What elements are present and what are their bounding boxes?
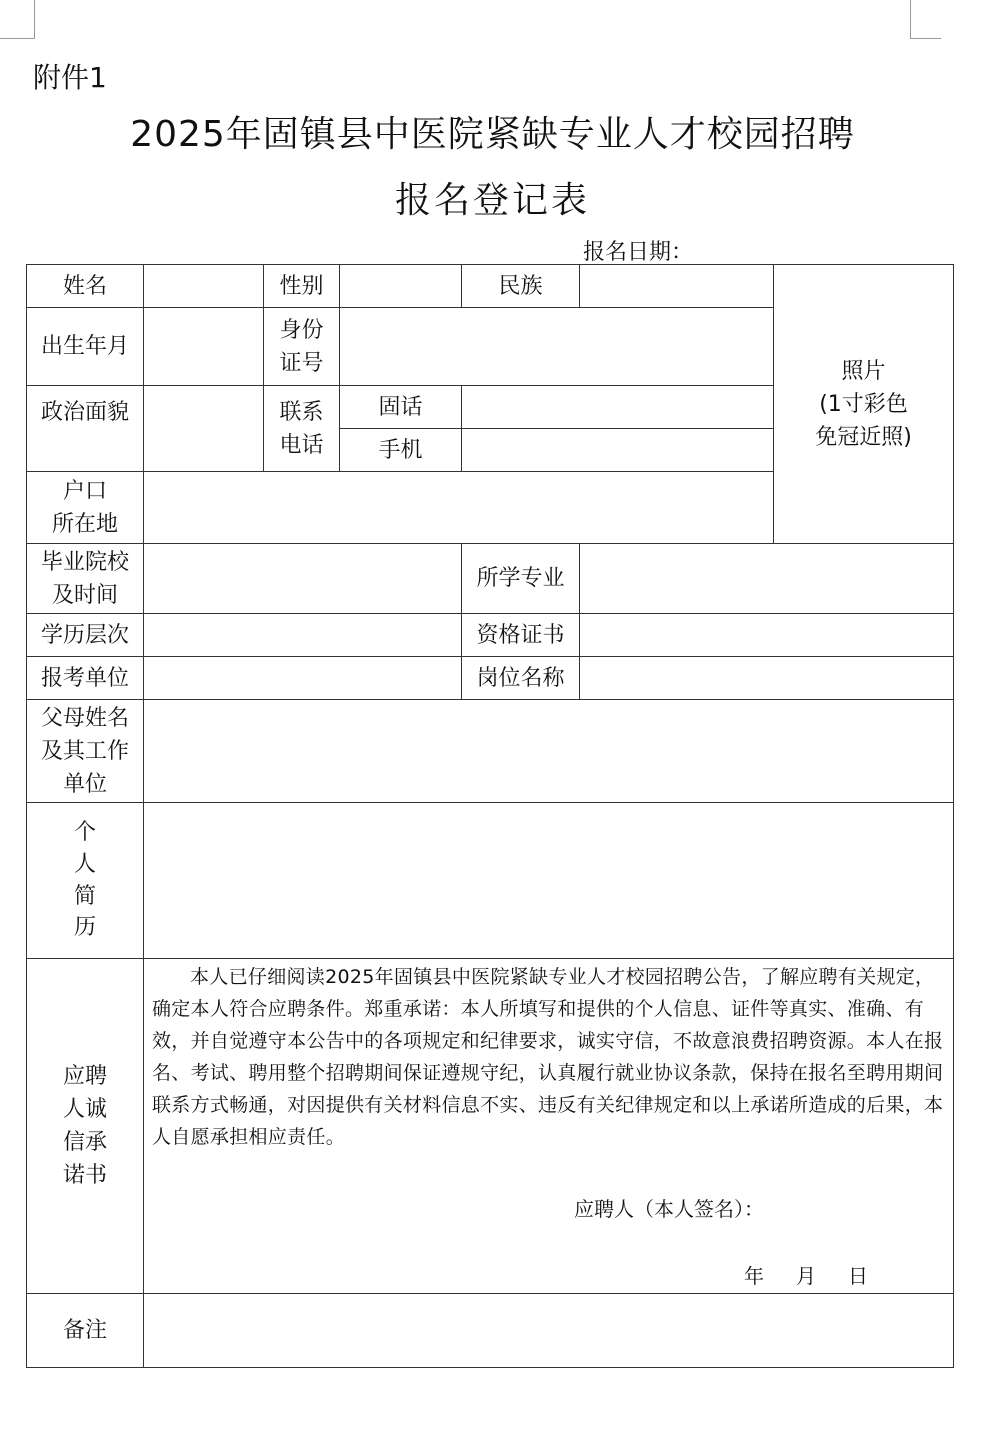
birth-field[interactable]	[143, 307, 264, 386]
mobile-field[interactable]	[461, 428, 774, 472]
applied-unit-label: 报考单位	[26, 656, 144, 700]
major-label: 所学专业	[461, 543, 580, 614]
parents-label-line1: 父母姓名	[40, 705, 129, 731]
education-label: 学历层次	[26, 613, 144, 657]
remarks-label: 备注	[26, 1293, 144, 1368]
position-label: 岗位名称	[461, 656, 580, 700]
education-field[interactable]	[143, 613, 462, 657]
mobile-label: 手机	[339, 428, 462, 472]
integrity-pledge-label-line2: 人诚	[62, 1097, 107, 1122]
hukou-label-line2: 所在地	[51, 511, 118, 537]
parents-label	[26, 699, 144, 803]
contact-phone-label-line1: 联系	[279, 399, 324, 425]
birth-label: 出生年月	[26, 307, 144, 386]
political-status-field[interactable]	[143, 385, 264, 472]
integrity-pledge-text: 本人已仔细阅读2025年固镇县中医院紧缺专业人才校园招聘公告，了解应聘有关规定，确定本人符合应聘条件。郑重承诺：本人所填写和提供的个人信息、证件等真实、准确、有效，并自觉遵守本公告中的各项规定和纪律要求，诚实守信，不故意浪费招聘资源。本人在报名、考试、聘用整个招聘期间保证遵规守纪，认真履行就业协议条款，保持在报名至聘用期间联系方式畅通，对因提供有关材料信息不实、违反有关纪律规定和以上承诺所造成的后果，本人自愿承担相应责任。	[152, 966, 944, 1148]
applicant-signature-label: 应聘人（本人签名）：	[574, 1197, 764, 1221]
integrity-pledge-label-line3: 信承	[62, 1130, 107, 1155]
id-number-label	[263, 307, 340, 386]
resume-field[interactable]	[143, 802, 954, 959]
page-corner-mark-left	[0, 0, 35, 39]
graduated-school-label-line2: 及时间	[51, 582, 118, 608]
integrity-pledge-label-line4: 诺书	[62, 1163, 107, 1188]
integrity-pledge-label-line1: 应聘	[62, 1064, 107, 1089]
registration-form-table	[27, 265, 954, 1368]
resume-label-char4: 历	[73, 915, 96, 941]
applied-unit-field[interactable]	[143, 656, 462, 700]
graduated-school-field[interactable]	[143, 543, 462, 614]
document-subtitle: 报名登记表	[394, 180, 590, 221]
attachment-label: 附件1	[33, 61, 107, 94]
political-status-label: 政治面貌	[26, 385, 144, 472]
contact-phone-label-line2: 电话	[279, 432, 324, 458]
contact-phone-label	[263, 385, 340, 472]
hukou-label	[26, 471, 144, 544]
graduated-school-label-line1: 毕业院校	[40, 549, 129, 575]
signature-year-label: 年	[744, 1264, 766, 1288]
parents-field[interactable]	[143, 699, 954, 803]
position-field[interactable]	[579, 656, 954, 700]
signature-month-label: 月	[796, 1264, 818, 1288]
landline-field[interactable]	[461, 385, 774, 429]
parents-label-line3: 单位	[62, 771, 107, 797]
photo-label	[815, 355, 912, 454]
ethnicity-label: 民族	[461, 264, 580, 308]
ethnicity-field[interactable]	[579, 264, 774, 308]
gender-label: 性别	[263, 264, 340, 308]
resume-label-char2: 人	[73, 851, 96, 877]
hukou-label-line1: 户口	[62, 478, 107, 504]
photo-label-line1: 照片	[841, 358, 886, 384]
page-corner-mark-right	[910, 0, 941, 39]
document-title: 2025年固镇县中医院紧缺专业人才校园招聘	[130, 114, 855, 155]
resume-label-char1: 个	[73, 819, 96, 845]
remarks-field[interactable]	[143, 1293, 954, 1368]
photo-label-line3: 免冠近照)	[815, 424, 912, 450]
name-field[interactable]	[143, 264, 264, 308]
resume-label	[26, 802, 144, 959]
registration-date-label: 报名日期：	[583, 240, 694, 265]
graduated-school-label	[26, 543, 144, 614]
gender-field[interactable]	[339, 264, 462, 308]
id-number-label-line2: 证号	[279, 350, 324, 376]
resume-label-char3: 简	[73, 883, 96, 909]
id-number-field[interactable]	[339, 307, 774, 386]
certificate-label: 资格证书	[461, 613, 580, 657]
photo-area[interactable]	[773, 264, 954, 544]
photo-label-line2: (1寸彩色	[819, 391, 908, 417]
id-number-label-line1: 身份	[279, 317, 324, 343]
integrity-pledge-label	[26, 958, 144, 1294]
parents-label-line2: 及其工作	[40, 738, 129, 764]
name-label: 姓名	[26, 264, 144, 308]
signature-date	[744, 1261, 900, 1291]
integrity-pledge-body	[143, 958, 954, 1294]
signature-day-label: 日	[848, 1264, 870, 1288]
major-field[interactable]	[579, 543, 954, 614]
landline-label: 固话	[339, 385, 462, 429]
certificate-field[interactable]	[579, 613, 954, 657]
hukou-field[interactable]	[143, 471, 774, 544]
